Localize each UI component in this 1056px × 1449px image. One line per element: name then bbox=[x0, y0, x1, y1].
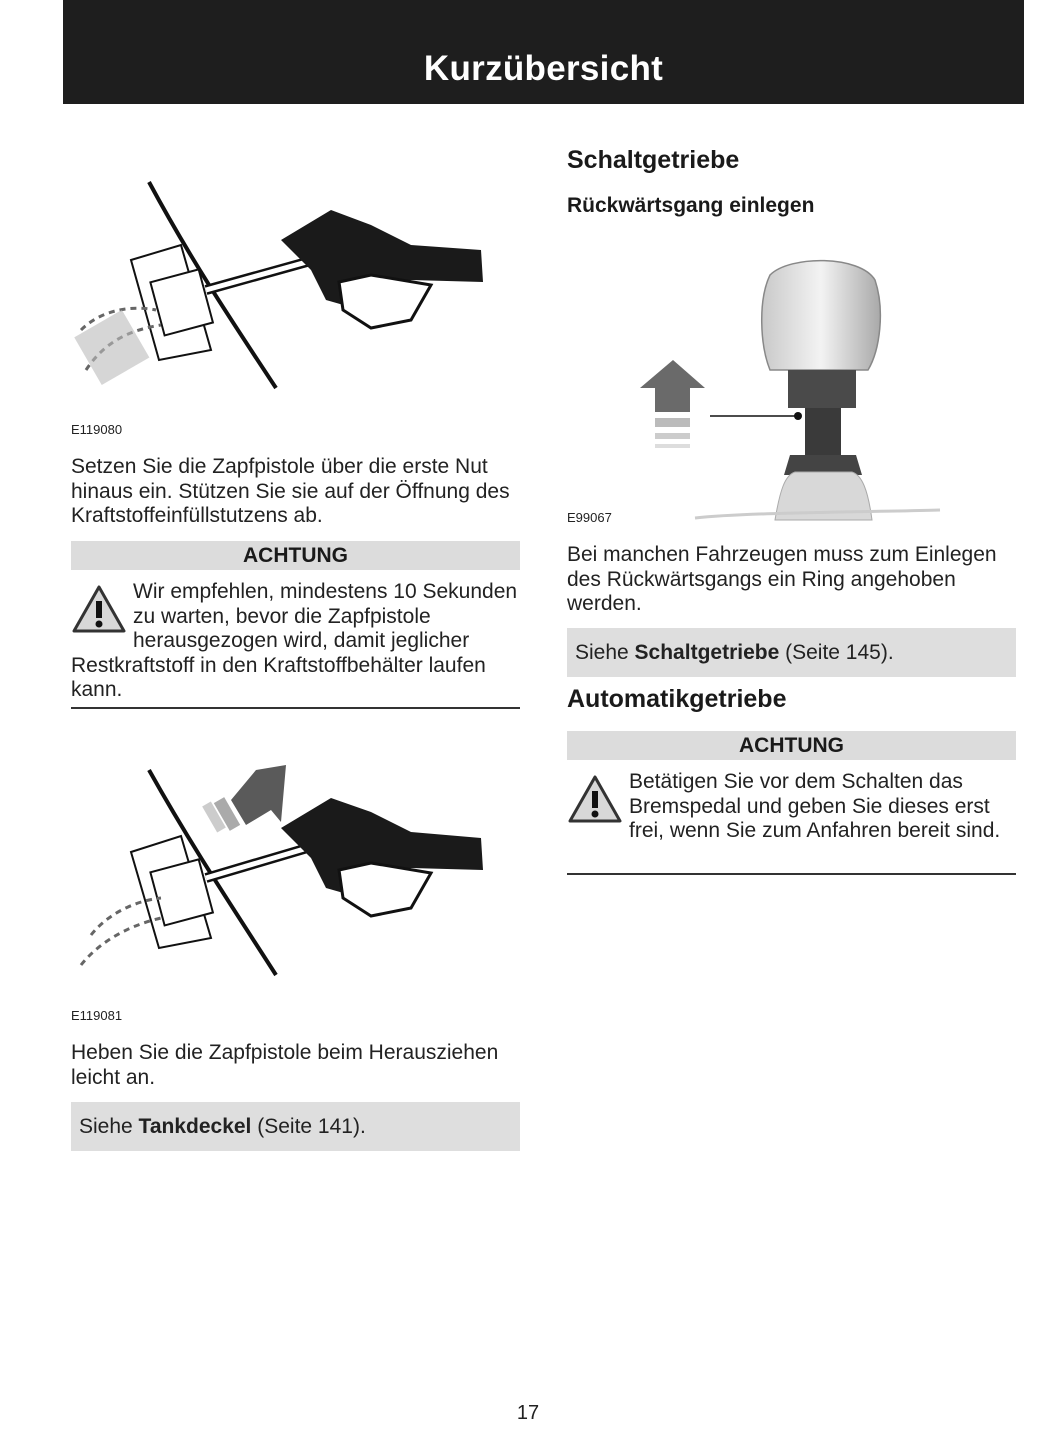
see-suffix: (Seite 145). bbox=[779, 641, 894, 664]
cross-reference-box[interactable] bbox=[71, 1102, 520, 1151]
subsection-heading: Rückwärtsgang einlegen bbox=[567, 194, 815, 217]
divider bbox=[71, 707, 520, 709]
warning-box bbox=[71, 580, 520, 703]
arrow-up-icon bbox=[231, 765, 286, 825]
see-prefix: Siehe bbox=[79, 1115, 139, 1138]
figure-fuel-nozzle-insert bbox=[71, 170, 501, 400]
warning-box bbox=[567, 770, 1016, 844]
warning-heading: ACHTUNG bbox=[567, 731, 1016, 760]
figure-label: E119080 bbox=[71, 422, 123, 437]
see-suffix: (Seite 141). bbox=[251, 1115, 366, 1138]
warning-triangle-icon bbox=[71, 584, 127, 634]
warning-text: Wir empfehlen, mindestens 10 Sekunden zu warten, bevor die Zapfpistole herausgezogen wird, damit jeglicher Restkraftstoff in den Kraftstoffbehälter laufen kann. bbox=[71, 580, 518, 701]
page-number: 17 bbox=[516, 1402, 540, 1424]
page-title: Kurzübersicht bbox=[423, 49, 664, 88]
see-link[interactable]: Tankdeckel bbox=[138, 1115, 252, 1138]
page-header bbox=[63, 0, 1024, 104]
instruction-paragraph: Bei manchen Fahrzeugen muss zum Einlegen des Rückwärtsgangs ein Ring angehoben werden. bbox=[567, 543, 997, 615]
cross-reference-box[interactable] bbox=[567, 628, 1016, 677]
instruction-paragraph: Heben Sie die Zapfpistole beim Herausziehen leicht an. bbox=[71, 1041, 499, 1089]
see-link[interactable]: Schaltgetriebe bbox=[634, 641, 780, 664]
section-heading: Schaltgetriebe bbox=[567, 146, 740, 174]
fuel-nozzle-illustration bbox=[71, 170, 501, 400]
figure-label: E119081 bbox=[71, 1008, 123, 1023]
instruction-paragraph: Setzen Sie die Zapfpistole über die erste Nut hinaus ein. Stützen Sie sie auf der Öffnung des Kraftstoffeinfüllstutzens ab. bbox=[71, 455, 510, 527]
fuel-nozzle-lift-illustration bbox=[71, 760, 501, 985]
warning-triangle-icon bbox=[567, 774, 623, 824]
arrow-up-icon bbox=[640, 360, 705, 412]
warning-text: Betätigen Sie vor dem Schalten das Bremspedal und geben Sie dieses erst frei, wenn Sie zum Anfahren bereit sind. bbox=[629, 770, 1001, 842]
see-prefix: Siehe bbox=[575, 641, 635, 664]
warning-heading: ACHTUNG bbox=[71, 541, 520, 570]
figure-label: E99067 bbox=[567, 510, 612, 525]
section-heading: Automatikgetriebe bbox=[567, 685, 787, 713]
divider bbox=[567, 873, 1016, 875]
gear-knob-illustration bbox=[630, 250, 950, 525]
figure-gear-knob bbox=[630, 250, 950, 525]
figure-fuel-nozzle-remove bbox=[71, 760, 501, 985]
